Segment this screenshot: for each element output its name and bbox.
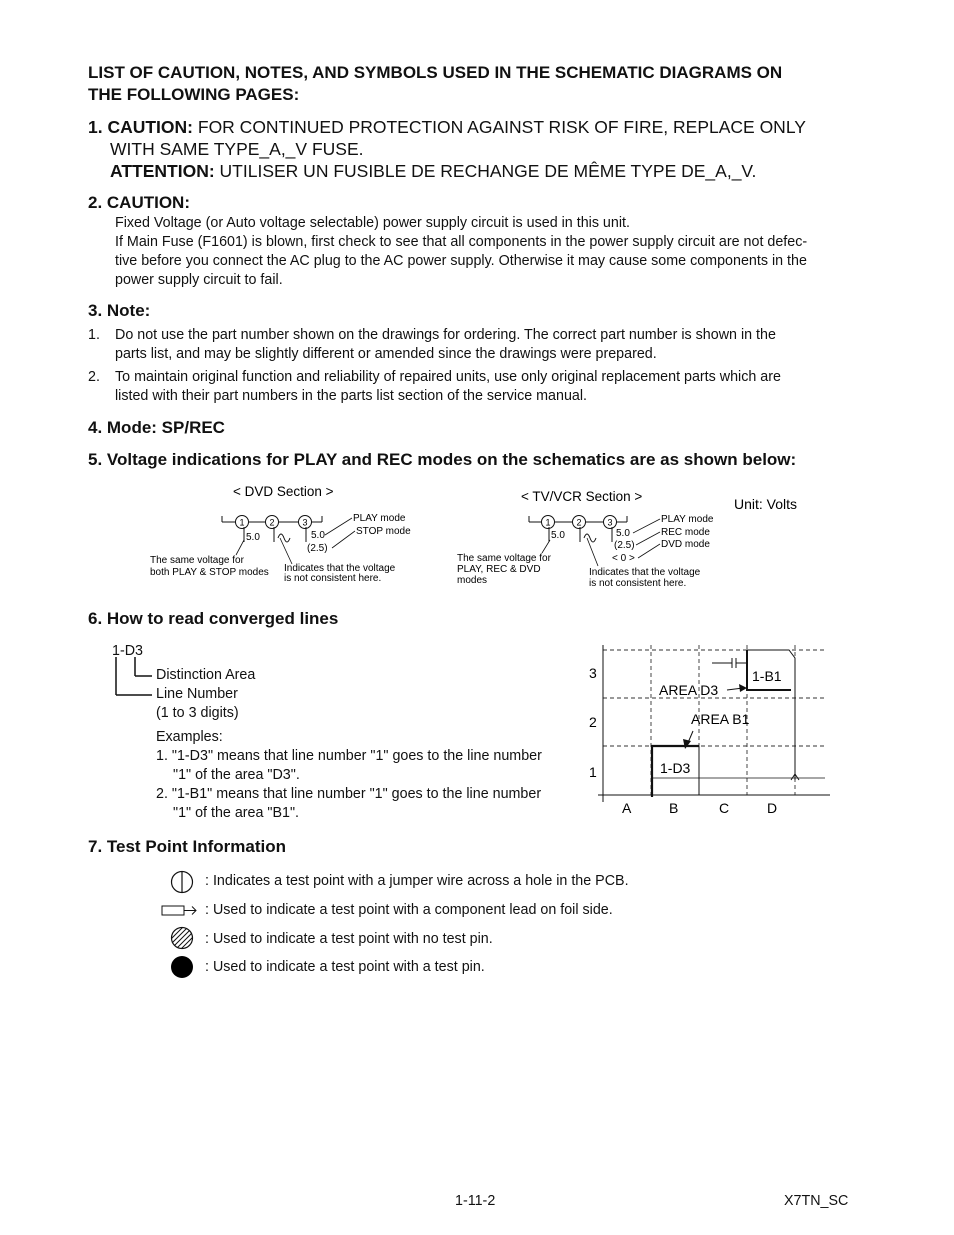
col-label-a: A [622, 800, 632, 816]
attention-text: UTILISER UN FUSIBLE DE RECHANGE DE MÊME TYPE DE_A,_V. [219, 161, 757, 181]
tag-1-d3: 1-D3 [660, 760, 691, 776]
unit-volts: Unit: Volts [734, 496, 798, 512]
caution-2-label: 2. CAUTION: [88, 193, 190, 212]
caution-2-body [115, 214, 875, 290]
dvd-mode-2: STOP mode [356, 526, 411, 537]
tag-1-b1: 1-B1 [752, 668, 782, 684]
note-label: 3. Note: [88, 301, 151, 320]
caution-2-line-3: tive before you connect the AC plug to the AC power supply. Otherwise it may cause some components in the [115, 253, 807, 269]
node-2-label: 2 [269, 517, 275, 528]
note-item [88, 326, 878, 364]
tvvcr-mode-2: REC mode [661, 527, 710, 538]
example-1-line-2: "1" of the area "D3". [173, 767, 300, 783]
caution-1-label: 1. CAUTION: [88, 117, 193, 137]
arrow-lead-icon [160, 904, 200, 918]
dvd-note-left-1: The same voltage for [150, 555, 244, 566]
row-label-2: 2 [589, 714, 597, 730]
row-label-1: 1 [589, 764, 597, 780]
tvvcr-v3c: < 0 > [612, 553, 635, 564]
leader-line [542, 540, 550, 553]
caution-1-text-1: FOR CONTINUED PROTECTION AGAINST RISK OF FIRE, REPLACE ONLY [197, 117, 806, 137]
col-label-b: B [669, 800, 679, 816]
tvvcr-note-left-1: The same voltage for [457, 553, 551, 564]
footer-page-number: 1-11-2 [455, 1193, 496, 1209]
col-label-d: D [767, 800, 778, 816]
examples [156, 728, 586, 823]
voltage-label: 5. Voltage indications for PLAY and REC modes on the schematics are as shown below: [88, 450, 797, 469]
inconsistent-tilde-icon [584, 534, 596, 542]
footer-doc-code: X7TN_SC [784, 1193, 849, 1209]
node-2-label: 2 [576, 517, 582, 528]
note-item-number: 2. [88, 369, 100, 385]
row-label-3: 3 [589, 665, 597, 681]
dvd-note-left-2: both PLAY & STOP modes [150, 567, 269, 578]
note-list [88, 326, 878, 410]
example-2-line-1: 2. "1-B1" means that line number "1" goes to the line number [156, 786, 542, 802]
testpoint-icons [160, 868, 200, 988]
dvd-mode-1: PLAY mode [353, 513, 406, 524]
dvd-v3a: 5.0 [311, 530, 325, 541]
area-grid-diagram [580, 640, 840, 820]
voltage-diagrams [0, 480, 954, 595]
leader-line [633, 519, 660, 533]
note-item [88, 368, 878, 406]
leader-line [332, 531, 355, 548]
example-1-line-1: 1. "1-D3" means that line number "1" goes to the line number [156, 748, 542, 764]
jumper-hole-icon [170, 870, 194, 894]
note-item-line-2: listed with their part numbers in the parts list section of the service manual. [115, 388, 588, 404]
leader-line [636, 532, 660, 545]
caution-2-line-1: Fixed Voltage (or Auto voltage selectable) power supply circuit is used in this unit. [115, 215, 630, 231]
testpoint-text-3: : Used to indicate a test point with no test pin. [205, 931, 493, 947]
note-item-line-2: parts list, and may be slightly different or amended since the drawings were prepared. [115, 346, 657, 362]
testpoint-label: 7. Test Point Information [88, 837, 287, 856]
testpoint-text-1: : Indicates a test point with a jumper wire across a hole in the PCB. [205, 873, 629, 889]
leader-line [325, 518, 352, 535]
note-item-line-1: To maintain original function and reliability of repaired units, use only original replacement parts which are [115, 369, 781, 385]
arrow-head-icon [683, 739, 691, 749]
converged-code: 1-D3 [112, 643, 143, 659]
dvd-v1: 5.0 [246, 532, 260, 543]
area-d3-label: AREA D3 [659, 682, 719, 698]
heading-line-1: LIST OF CAUTION, NOTES, AND SYMBOLS USED IN THE SCHEMATIC DIAGRAMS ON [88, 63, 783, 82]
distinction-area: Distinction Area [156, 667, 256, 683]
leader-line [638, 544, 660, 558]
inconsistent-tilde-icon [278, 534, 290, 542]
note-item-line-1: Do not use the part number shown on the drawings for ordering. The correct part number is shown in the [115, 327, 776, 343]
example-2-line-2: "1" of the area "B1". [173, 805, 300, 821]
filled-circle-icon [170, 955, 194, 979]
tvvcr-note-left-2: PLAY, REC & DVD [457, 564, 541, 575]
dvd-note-right-2: is not consistent here. [284, 573, 382, 584]
node-1-label: 1 [545, 517, 551, 528]
heading-line-2: THE FOLLOWING PAGES: [88, 85, 300, 104]
caution-1-text-2: WITH SAME TYPE_A,_V FUSE. [110, 139, 364, 159]
note-item-number: 1. [88, 327, 100, 343]
dvd-note-right-1: Indicates that the voltage [284, 563, 396, 574]
tvvcr-section-diagram [457, 489, 714, 589]
area-b1-label: AREA B1 [691, 711, 750, 727]
dvd-section-diagram [150, 484, 411, 584]
caution-1 [88, 116, 888, 182]
tvvcr-v3a: 5.0 [616, 528, 630, 539]
tvvcr-v1: 5.0 [551, 530, 565, 541]
hatched-circle-icon [170, 926, 194, 950]
node-1-label: 1 [239, 517, 245, 528]
tvvcr-mode-3: DVD mode [661, 539, 710, 550]
tvvcr-note-right-2: is not consistent here. [589, 578, 687, 589]
tvvcr-mode-1: PLAY mode [661, 514, 714, 525]
mode-label: 4. Mode: SP/REC [88, 418, 225, 437]
attention-label: ATTENTION: [110, 161, 215, 181]
testpoint-text-2: : Used to indicate a test point with a component lead on foil side. [205, 902, 613, 918]
line-digits: (1 to 3 digits) [156, 705, 239, 721]
node-3-label: 3 [302, 517, 308, 528]
converged-label: 6. How to read converged lines [88, 609, 339, 628]
dvd-section-title: < DVD Section > [233, 484, 334, 499]
leader-line [236, 540, 244, 555]
dvd-v3b: (2.5) [307, 543, 328, 554]
tvvcr-v3b: (2.5) [614, 540, 635, 551]
node-3-label: 3 [607, 517, 613, 528]
examples-label: Examples: [156, 729, 223, 745]
code-bracket-lines [110, 655, 160, 705]
tvvcr-section-title: < TV/VCR Section > [521, 489, 643, 504]
caution-2-line-2: If Main Fuse (F1601) is blown, first check to see that all components in the power supply circuit are not defec- [115, 234, 808, 250]
arrow-head-icon [739, 684, 747, 692]
testpoint-text-4: : Used to indicate a test point with a test pin. [205, 959, 485, 975]
col-label-c: C [719, 800, 730, 816]
tvvcr-note-left-3: modes [457, 575, 488, 586]
page-heading [88, 62, 782, 106]
caution-2-line-4: power supply circuit to fail. [115, 272, 283, 288]
tvvcr-note-right-1: Indicates that the voltage [589, 567, 701, 578]
line-number: Line Number [156, 686, 238, 702]
